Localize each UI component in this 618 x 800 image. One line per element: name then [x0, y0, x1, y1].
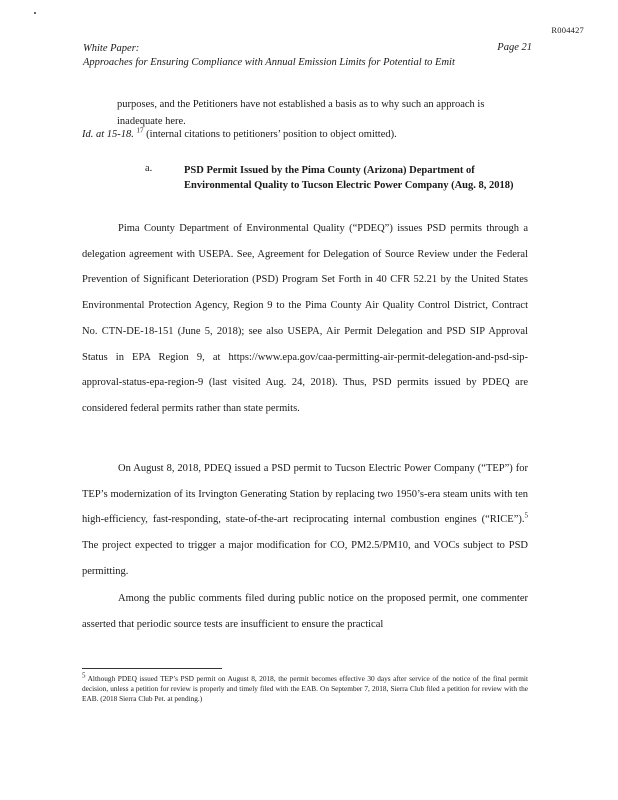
footnote-text: Although PDEQ issued TEP’s PSD permit on August 8, 2018, the permit becomes effective 30 days after service of the notice of the final permit decision, unless a petition for review is properly and timely filed with the EAB. On September 7, 2018, Sierra Club filed a petition for review with the EAB. (2018 Sierra Club Pet. at pending.)	[82, 674, 528, 703]
citation-tail: (internal citations to petitioners’ position to object omitted).	[146, 129, 397, 140]
citation	[82, 126, 522, 140]
block-quote: purposes, and the Petitioners have not established a basis as to why such an approach is inadequate here.	[117, 99, 485, 127]
section-marker: a.	[145, 163, 153, 174]
header-title-line1: White Paper:	[83, 43, 140, 54]
document-id: R004427	[551, 25, 584, 35]
paragraph-3: Among the public comments filed during public notice on the proposed permit, one commenter asserted that periodic source tests are insufficient to ensure the practical	[82, 593, 528, 630]
footnote-number: 5	[82, 671, 86, 680]
paragraph-2	[82, 456, 528, 585]
scan-speck	[34, 12, 36, 14]
paragraph-1: Pima County Department of Environmental Quality (“PDEQ”) issues PSD permits through a delegation agreement with USEPA. See, Agreement for Delegation of Source Review under the Federal Prevention of Significant Deterioration (PSD) Program Set Forth in 40 CFR 52.21 by the United States Environmental Protection Agency, Region 9 to the Pima County Air Quality Control District, Contract No. CTN-DE-18-151 (June 5, 2018); see also USEPA, Air Permit Delegation and PSD SIP Approval Status in EPA Region 9, at https://www.epa.gov/caa-permitting-air-permit-delegation-and-psd-sip-approval-status-epa-region-9 (last visited Aug. 24, 2018). Thus, PSD permits issued by PDEQ are considered federal permits rather than state permits.	[82, 223, 528, 414]
footnote-divider	[82, 668, 222, 669]
citation-sup: 17	[136, 126, 144, 135]
paragraph-2-text: On August 8, 2018, PDEQ issued a PSD permit to Tucson Electric Power Company (“TEP”) for TEP’s modernization of its Irvington Generating Station by replacing two 1950’s-era steam units with ten high-efficiency, fast-responding, state-of-the-art reciprocating internal combustion engines (“RICE”).	[82, 463, 528, 526]
citation-id: Id. at 15-18.	[82, 129, 134, 140]
footnote	[82, 671, 528, 704]
section-heading: PSD Permit Issued by the Pima County (Arizona) Department of Environmental Quality to Tucson Electric Power Company (Aug. 8, 2018)	[184, 165, 514, 191]
running-header	[83, 42, 523, 70]
page-number: Page 21	[497, 42, 532, 53]
header-title-line2: Approaches for Ensuring Compliance with Annual Emission Limits for Potential to Emit	[83, 57, 455, 68]
footnote-ref: 5	[524, 511, 528, 520]
paragraph-2-tail: The project expected to trigger a major modification for CO, PM2.5/PM10, and VOCs subject to PSD permitting.	[82, 540, 528, 577]
